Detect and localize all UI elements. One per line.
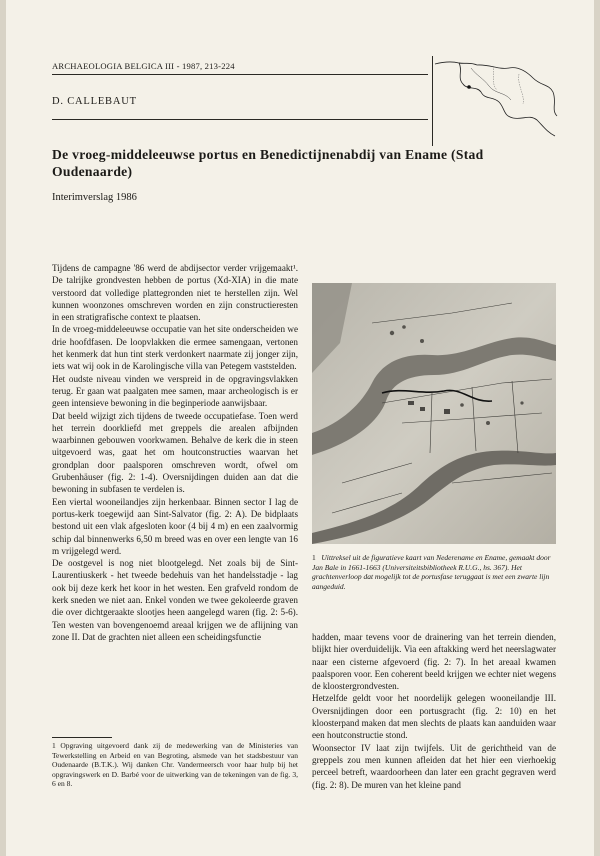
figure-caption-text: Uittreksel uit de figuratieve kaart van Nederename en Ename, gemaakt door Jan Bale in 1661-1663 (Universiteitsbibliotheek R.U.G., hs. 367). Het grachtenverloop dat mogelijk tot de portusfase teruggaat is met een zwarte lijn aangeduid. bbox=[312, 553, 551, 591]
journal-header: ARCHAEOLOGIA BELGICA III - 1987, 213-224 bbox=[52, 61, 235, 71]
paragraph: Dat beeld wijzigt zich tijdens de tweede occupatiefase. Toen werd het terrein doorkliefd met greppels die arealen afbijnden waarbinnen gebouwen voorkwamen. Behalve de kerk die in steen uitgevoerd was, gaat het om houtconstructies waarvan het grondplan door paalsporen omschreven wordt, ofwel om Grubenhäuser (fig. 2: 1-4). Oversnijdingen duiden aan dat die bewoning in subfasen te verdelen is. bbox=[52, 410, 298, 495]
historical-map-figure bbox=[312, 283, 556, 544]
body-column-left bbox=[52, 262, 298, 736]
paragraph: De oostgevel is nog niet blootgelegd. Net zoals bij de Sint-Laurentiuskerk - het tweede bedehuis van het handelsstadje - lag ook bij deze kerk het koor in het westen. Een grafveld rondom de kerk sneden we niet aan. Enkel vonden we twee gekoleerde graven die over dichtgeraakte slootjes heen aangelegd waren (fig. 2: 5-6). Ten westen van bovengenoemd areaal krijgen we de aflijning van zone II. Dat de grachten niet alleen een scheidingsfunctie bbox=[52, 558, 298, 642]
belgium-location-map bbox=[432, 56, 565, 146]
paragraph: hadden, maar tevens voor de drainering van het terrein dienden, blijkt hier overduidelijk. Via een aftakking werd het neerslagwater naar een cisterne afgevoerd (fig. 2: 7). In het areaal kwamen paalsporen voor. Een coherent beeld krijgen we echter niet wegens de kloostergrondvesten. bbox=[312, 632, 556, 692]
header-rule-top bbox=[52, 74, 428, 75]
article-subtitle: Interimverslag 1986 bbox=[52, 192, 137, 203]
site-location-marker bbox=[467, 85, 471, 89]
body-column-right bbox=[312, 631, 556, 831]
paragraph: Tijdens de campagne '86 werd de abdijsector verder vrijgemaakt¹. De talrijke grondvesten hebben de portus (Xd-XIA) in die mate verstoord dat volledige plattegronden niet te herstellen zijn. Wel kunnen woonzones omschreven worden en zijn constructieresten in een stratigrafische context te plaatsen. bbox=[52, 263, 298, 323]
paragraph: Het oudste niveau vinden we verspreid in de opgravingsvlakken terug. Er gaan wat paalgaten mee samen, maar archeologisch is er geen intensieve bewoning in die beginperiode aanwijsbaar. bbox=[52, 373, 298, 409]
header-rule-bottom bbox=[52, 119, 428, 120]
coastline bbox=[435, 62, 477, 65]
paragraph: In de vroeg-middeleeuwse occupatie van het site onderscheiden we drie hoofdfasen. De loopvlakken die ermee samengaan, vertonen het kenmerk dat hun tint sterk verdonkert naarmate zij jonger zijn, iets wat wij ook in de Karolingische villa van Petegem vaststelden. bbox=[52, 324, 298, 372]
figure-caption bbox=[312, 553, 556, 591]
footnote-rule bbox=[52, 737, 112, 738]
figure-number: 1 bbox=[312, 553, 316, 562]
footnote: 1 Opgraving uitgevoerd dank zij de medewerking van de Ministeries van Tewerkstelling en Arbeid en van Begroting, alsmede van het stadsbestuur van Oudenaarde (B.T.K.). Wij danken Chr. Vandermeersch voor haar hulp bij het opgravingswerk en D. Barbé voor de uitwerking van de tekeningen van de fig. 3, 6 en 8. bbox=[52, 741, 298, 789]
province-line bbox=[493, 66, 523, 104]
article-title: De vroeg-middeleeuwse portus en Benedictijnenabdij van Ename (Stad Oudenaarde) bbox=[52, 147, 484, 179]
author-name: D. CALLEBAUT bbox=[52, 96, 137, 107]
country-border bbox=[459, 63, 557, 136]
river-line bbox=[471, 68, 511, 100]
paragraph: Hetzelfde geldt voor het noordelijk gelegen wooneilandje III. Oversnijdingen door een portusgracht (fig. 2: 10) en het kloosterpand maken dat men slechts de plaats kan aanduiden waar een houtconstructie stond. bbox=[312, 693, 556, 741]
paragraph: Een viertal wooneilandjes zijn herkenbaar. Binnen sector I lag de portus-kerk toegewijd aan Sint-Salvator (fig. 2: A). De bidplaats bestond uit een vlak afgesloten koor (4 bij 4 m) en een zaalvormig schip dal binnenwerks 6,50 m breed was en over een lengte van 16 m vrijgelegd werd. bbox=[52, 496, 298, 556]
paragraph: Woonsector IV laat zijn twijfels. Uit de gerichtheid van de greppels zou men kunnen afleiden dat het hier een vierhoekig perceel betreft, waardoorheen dan later een gracht gegraven werd (fig. 2: 8). De muren van het kleine pand bbox=[312, 742, 556, 790]
